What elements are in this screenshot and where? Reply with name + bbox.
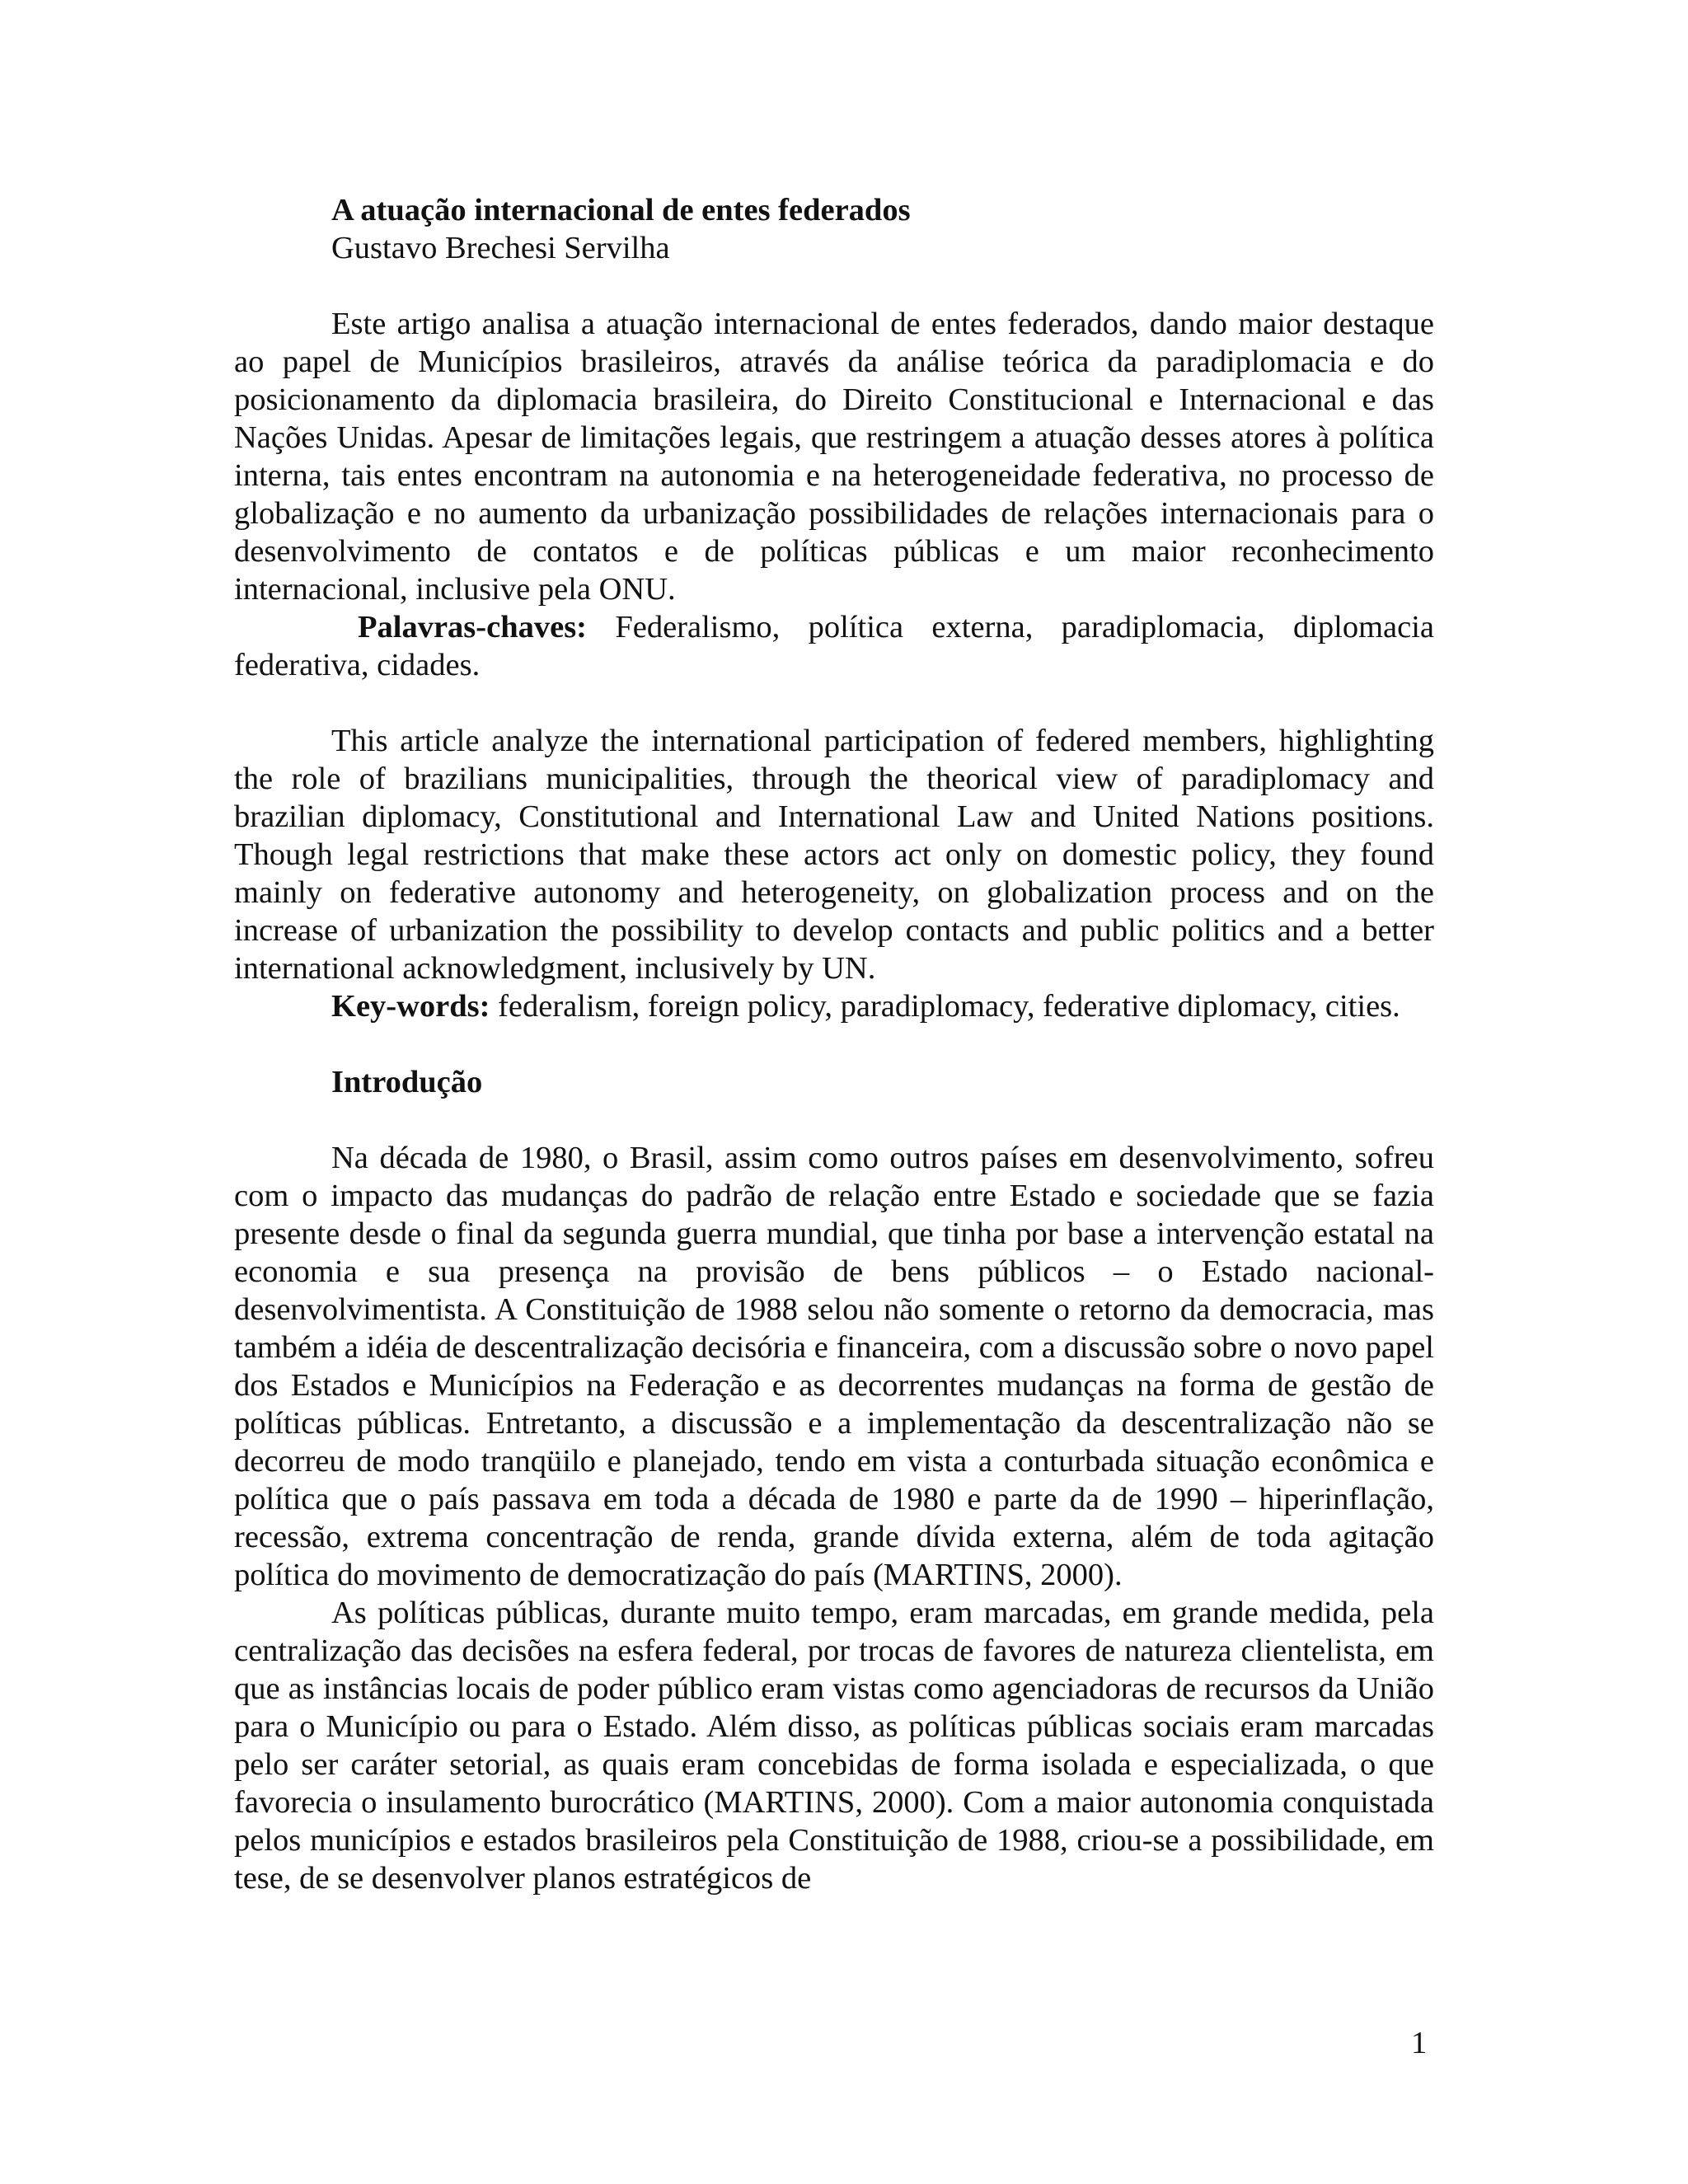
keywords-label-portuguese: Palavras-chaves: <box>358 610 587 644</box>
spacer <box>234 1025 1434 1063</box>
keywords-list-english: federalism, foreign policy, paradiplomacy, federative diplomacy, cities. <box>490 989 1400 1024</box>
page-number: 1 <box>1411 2026 1428 2060</box>
keywords-english <box>234 987 1434 1025</box>
introduction-paragraph: As políticas públicas, durante muito tempo, eram marcadas, em grande medida, pela centralização das decisões na esfera federal, por trocas de favores de natureza clientelista, em que as instâncias locais de poder público eram vistas como agenciadoras de recursos da União para o Município ou para o Estado. Além disso, as políticas públicas sociais eram marcadas pelo ser caráter setorial, as quais eram concebidas de forma isolada e especializada, o que favorecia o insulamento burocrático (MARTINS, 2000). Com a maior autonomia conquistada pelos municípios e estados brasileiros pela Constituição de 1988, criou-se a possibilidade, em tese, de se desenvolver planos estratégicos de <box>234 1596 1434 1896</box>
keywords-list-portuguese: Federalismo, política externa, paradiplomacia, diplomacia federativa, cidades. <box>234 610 1434 682</box>
paper-title: A atuação internacional de entes federados <box>331 193 911 227</box>
spacer <box>234 267 1434 305</box>
title-block <box>234 191 1434 267</box>
keywords-label-english: Key-words: <box>331 989 490 1024</box>
spacer <box>234 1101 1434 1139</box>
introduction-paragraph: Na década de 1980, o Brasil, assim como outros países em desenvolvimento, sofreu com o impacto das mudanças do padrão de relação entre Estado e sociedade que se fazia presente desde o final da segunda guerra mundial, que tinha por base a intervenção estatal na economia e sua presença na provisão de bens públicos – o Estado nacional-desenvolvimentista. A Constituição de 1988 selou não somente o retorno da democracia, mas também a idéia de descentralização decisória e financeira, com a discussão sobre o novo papel dos Estados e Municípios na Federação e as decorrentes mudanças na forma de gestão de políticas públicas. Entretanto, a discussão e a implementação da descentralização não se decorreu de modo tranqüilo e planejado, tendo em vista a conturbada situação econômica e política que o país passava em toda a década de 1980 e parte da de 1990 – hiperinflação, recessão, extrema concentração de renda, grande dívida externa, além de toda agitação política do movimento de democratização do país (MARTINS, 2000). <box>234 1141 1434 1592</box>
author-name: Gustavo Brechesi Servilha <box>331 231 670 265</box>
abstract-english: This article analyze the international participation of federed members, highlighting the role of brazilians municipalities, through the theorical view of paradiplomacy and brazilian diplomacy, Constitutional and International Law and United Nations positions. Though legal restrictions that make these actors act only on domestic policy, they found mainly on federative autonomy and heterogeneity, on globalization process and on the increase of urbanization the possibility to develop contacts and public politics and a better international acknowledgment, inclusively by UN. <box>234 724 1434 986</box>
section-heading-introduction: Introdução <box>331 1065 483 1099</box>
abstract-portuguese: Este artigo analisa a atuação internacional de entes federados, dando maior destaque ao papel de Municípios brasileiros, através da análise teórica da paradiplomacia e do posicionamento da diplomacia brasileira, do Direito Constitucional e Internacional e das Nações Unidas. Apesar de limitações legais, que restringem a atuação desses atores à política interna, tais entes encontram na autonomia e na heterogeneidade federativa, no processo de globalização e no aumento da urbanização possibilidades de relações internacionais para o desenvolvimento de contatos e de políticas públicas e um maior reconhecimento internacional, inclusive pela ONU. <box>234 307 1434 607</box>
spacer <box>234 684 1434 722</box>
keywords-portuguese <box>234 608 1434 684</box>
page-content <box>234 191 1434 1897</box>
